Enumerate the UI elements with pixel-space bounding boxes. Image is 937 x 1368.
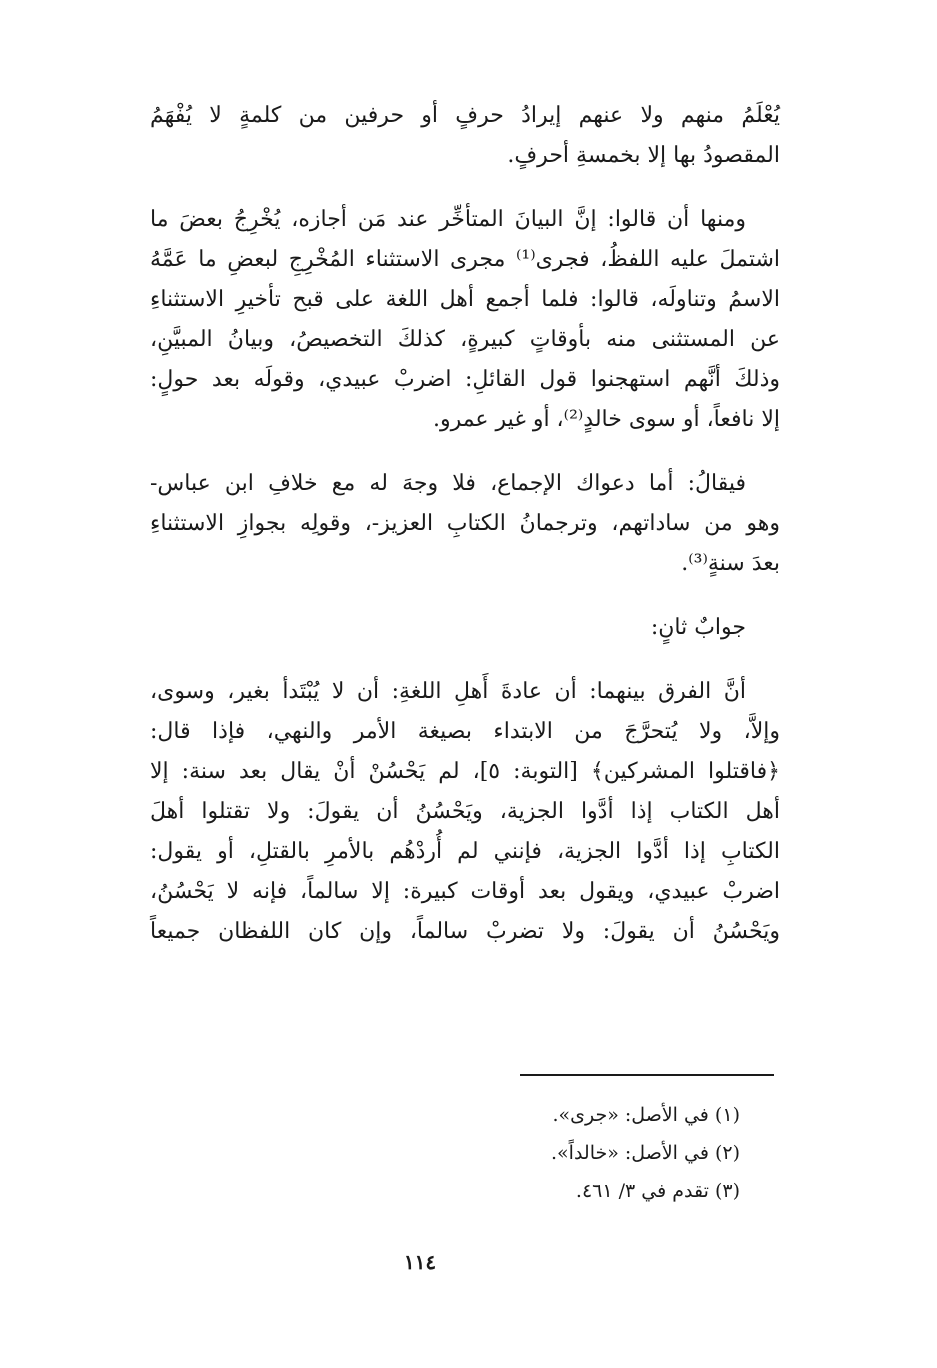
text-line: فيقالُ: أما دعواك الإجماع، فلا وجهَ له مع خلافِ ابن عباس- bbox=[150, 471, 746, 496]
text-line: الكتابِ إذا أدَّوا الجزية، فإنني لم أُردْهُم بالأمرِ بالقتلِ، أو يقول: bbox=[150, 839, 780, 864]
paragraph bbox=[150, 200, 780, 440]
footnote: (٢) في الأصل: «خالداً». bbox=[551, 1142, 740, 1164]
paragraph bbox=[150, 464, 780, 584]
text-line: وإلاَّ، ولا يُتحرَّجَ من الابتداء بصيغة الأمر والنهي، فإذا قال: bbox=[150, 719, 780, 744]
paragraph bbox=[150, 96, 780, 176]
text-line: يُعْلَمُ منهم ولا عنهم إيرادُ حرفٍ أو حرفين من كلمةٍ لا يُفْهَمُ bbox=[150, 103, 780, 128]
text-line: ومنها أن قالوا: إنَّ البيانَ المتأخِّر عند مَن أجازه، يُخْرِجُ بعضَ ما bbox=[150, 207, 746, 232]
text-line: أهل الكتاب إذا أدَّوا الجزية، ويَحْسُنُ أن يقولَ: ولا تقتلوا أهلَ bbox=[150, 799, 780, 824]
text-line: أنَّ الفرق بينهما: أن عادةَ أَهلِ اللغةِ: أن لا يُبْتَدأ بغير، وسوى، bbox=[150, 679, 746, 704]
section-heading bbox=[150, 608, 780, 648]
footnote: (٣) تقدم في ٣/ ٤٦١. bbox=[575, 1180, 740, 1202]
text-line: المقصودُ بها إلا بخمسةِ أحرفٍ. bbox=[507, 143, 780, 168]
paragraph bbox=[150, 672, 780, 952]
page-number: ١١٤ bbox=[403, 1250, 437, 1274]
text-line: وهو من ساداتهم، وترجمانُ الكتابِ العزيز-، وقولِه بجوازِ الاستثناءِ bbox=[150, 511, 780, 536]
body-text bbox=[150, 96, 780, 952]
footnotes bbox=[380, 1096, 740, 1210]
text-line: اضربْ عبيدي، ويقول بعد أوقات كبيرة: إلا سالماً، فإنه لا يَحْسُنُ، bbox=[150, 879, 780, 904]
text-line: اشتملَ عليه اللفظُ، فجرى⁽¹⁾ مجرى الاستثناء المُخْرِجِ لبعضِ ما عَمَّهُ bbox=[150, 247, 781, 272]
text-line: إلا نافعاً، أو سوى خالدٍ⁽²⁾، أو غير عمرو. bbox=[432, 407, 780, 432]
heading-text: جوابٌ ثانٍ: bbox=[650, 615, 746, 640]
text-line: ﴿فاقتلوا المشركين﴾ [التوبة: ٥]، لم يَحْسُنْ أنْ يقال بعد سنة: إلا bbox=[150, 759, 780, 784]
text-line: ويَحْسُنُ أن يقولَ: ولا تضربْ سالماً، وإن كان اللفظان جميعاً bbox=[150, 919, 780, 944]
text-line: الاسمُ وتناولَه، قالوا: فلما أجمع أهل اللغة على قبح تأخيرِ الاستثناءِ bbox=[150, 287, 780, 312]
text-line: وذلكَ أنَّهم استهجنوا قول القائلِ: اضربْ عبيدي، وقولَه بعد حولٍ: bbox=[150, 367, 780, 392]
text-line: عن المستثنى منه بأوقاتٍ كبيرةٍ، كذلكَ التخصيصُ، وبيانُ المبيَّنِ، bbox=[150, 327, 780, 352]
footnote-divider bbox=[520, 1074, 774, 1076]
text-line: بعدَ سنةٍ⁽³⁾. bbox=[681, 551, 780, 576]
footnote: (١) في الأصل: «جرى». bbox=[552, 1104, 740, 1126]
